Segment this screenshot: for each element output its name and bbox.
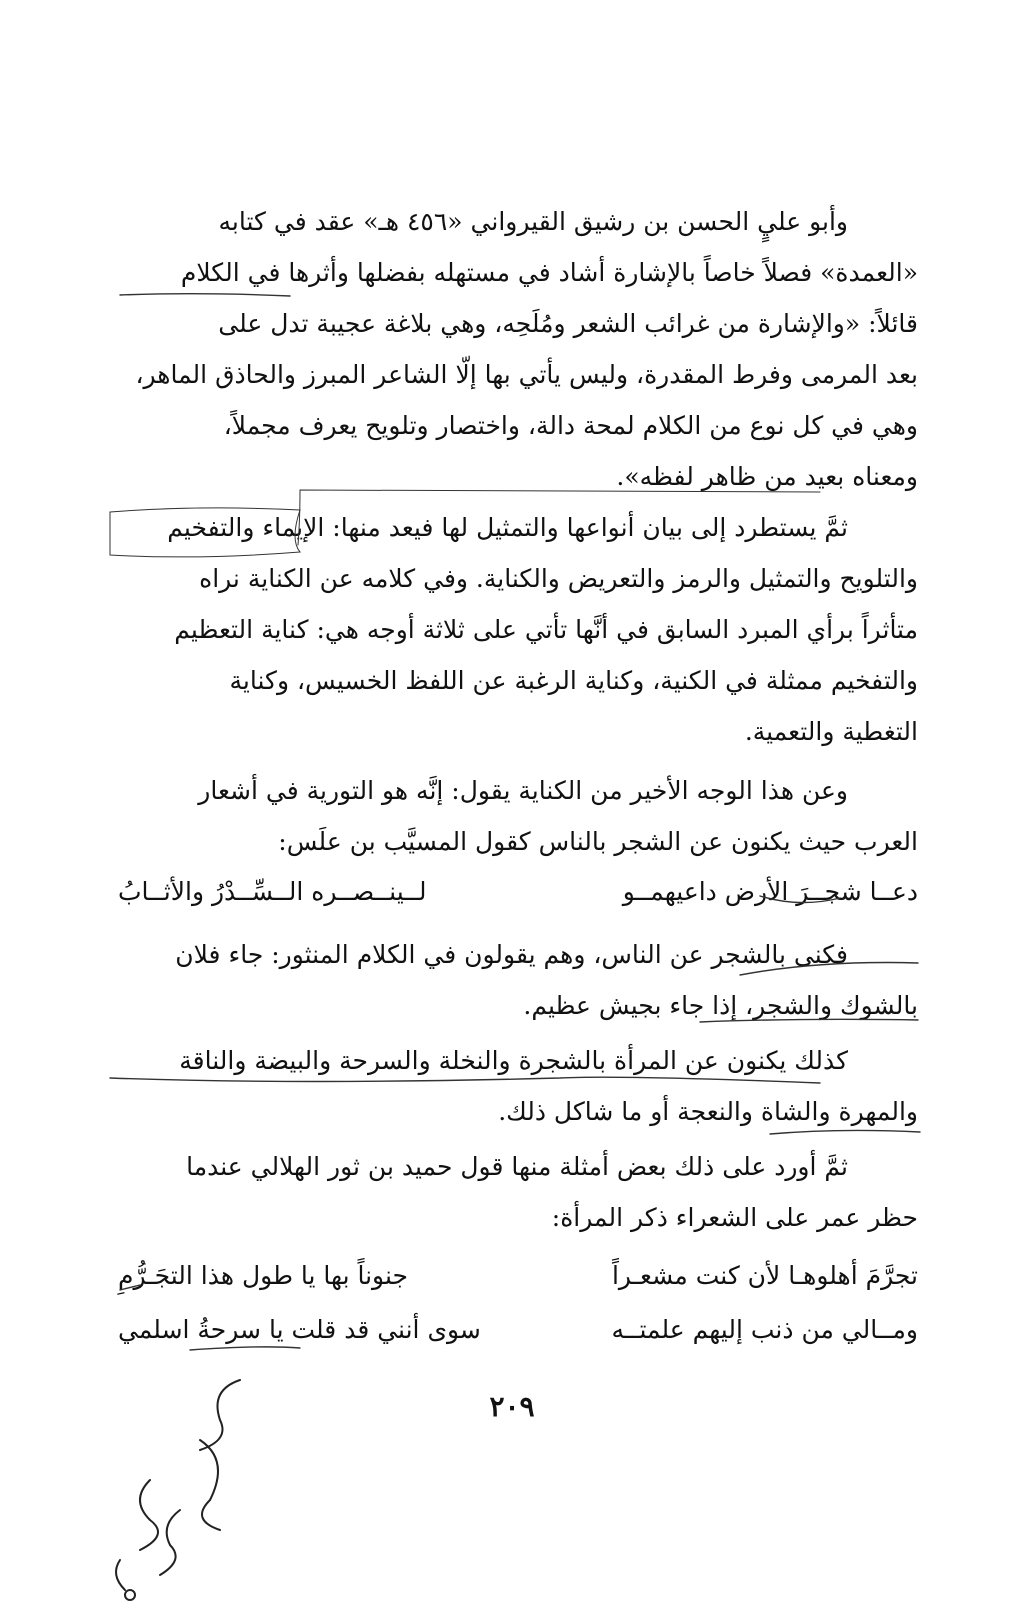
text-line: قائلاً: «والإشارة من غرائب الشعر ومُلَحِه، وهي بلاغة عجيبة تدل على (218, 309, 918, 338)
text-line: العرب حيث يكنون عن الشجر بالناس كقول المسيَّب بن علَس: (278, 827, 918, 856)
text-line: حظر عمر على الشعراء ذكر المرأة: (551, 1203, 918, 1232)
text-line: والمهرة والشاة والنعجة أو ما شاكل ذلك. (498, 1097, 918, 1126)
text-line: وأبو عليٍ الحسن بن رشيق القيرواني «٤٥٦ هـ» عقد في كتابه (218, 207, 848, 236)
paragraph-tawriya (118, 765, 918, 867)
page-number: ٢٠٩ (489, 1390, 535, 1423)
text-line: ومعناه بعيد من ظاهر لفظه». (616, 462, 918, 491)
verse-hemistich-right: تجرَّمَ أهلوهـا لأن كنت مشعـراً (611, 1261, 918, 1290)
text-line: ثمَّ أورد على ذلك بعض أمثلة منها قول حميد بن ثور الهلالي عندما (186, 1152, 848, 1181)
handwritten-scribble-icon (90, 1360, 310, 1610)
text-line: ثمَّ يستطرد إلى بيان أنواعها والتمثيل لها فيعد منها: الإيماء والتفخيم (167, 513, 848, 542)
verse-hemistich-left: سوى أنني قد قلت يا سرحةُ اسلمي (118, 1315, 481, 1344)
text-line: وهي في كل نوع من الكلام لمحة دالة، واختصار وتلويح يعرف مجملاً، (223, 411, 918, 440)
verse-hemistich-right: ومــالي من ذنب إليهم علمتــه (611, 1315, 918, 1344)
paragraph-kinaya-shajar (118, 929, 918, 1031)
paragraph-humaid-bin-thawr (118, 1141, 918, 1243)
paragraph-types-of-ishara (118, 502, 918, 757)
text-line: فكنى بالشجر عن الناس، وهم يقولون في الكلام المنثور: جاء فلان (175, 940, 848, 969)
paragraph-ibn-rashiq (118, 196, 918, 502)
text-line: والتفخيم ممثلة في الكنية، وكناية الرغبة عن اللفظ الخسيس، وكناية (229, 666, 918, 695)
text-line: التغطية والتعمية. (744, 717, 918, 746)
text-line: بالشوك والشجر، إذا جاء بجيش عظيم. (523, 991, 918, 1020)
text-line: متأثراً برأي المبرد السابق في أنَّها تأتي على ثلاثة أوجه هي: كناية التعظيم (174, 615, 918, 644)
text-line: كذلك يكنون عن المرأة بالشجرة والنخلة والسرحة والبيضة والناقة (179, 1046, 848, 1075)
verse-line (118, 1250, 918, 1301)
verse-hemistich-left: لــينــصــره الــسِّــدْرُ والأثــابُ (118, 877, 427, 906)
text-line: بعد المرمى وفرط المقدرة، وليس يأتي بها إلّا الشاعر المبرز والحاذق الماهر، (135, 360, 918, 389)
verse-hemistich-left: جنوناً بها يا طول هذا التجَـرُّمِ (118, 1261, 408, 1290)
text-line: وعن هذا الوجه الأخير من الكناية يقول: إنَّه هو التورية في أشعار (198, 776, 848, 805)
verse-hemistich-right: دعــا شجــرَ الأرض داعيهمــو (622, 877, 918, 906)
verse-line (118, 1304, 918, 1355)
paragraph-kinaya-mar-a (118, 1035, 918, 1137)
text-line: «العمدة» فصلاً خاصاً بالإشارة أشاد في مستهله بفضلها وأثرها في الكلام (180, 258, 918, 287)
verse-line (118, 866, 918, 917)
text-line: والتلويح والتمثيل والرمز والتعريض والكناية. وفي كلامه عن الكناية نراه (199, 564, 918, 593)
